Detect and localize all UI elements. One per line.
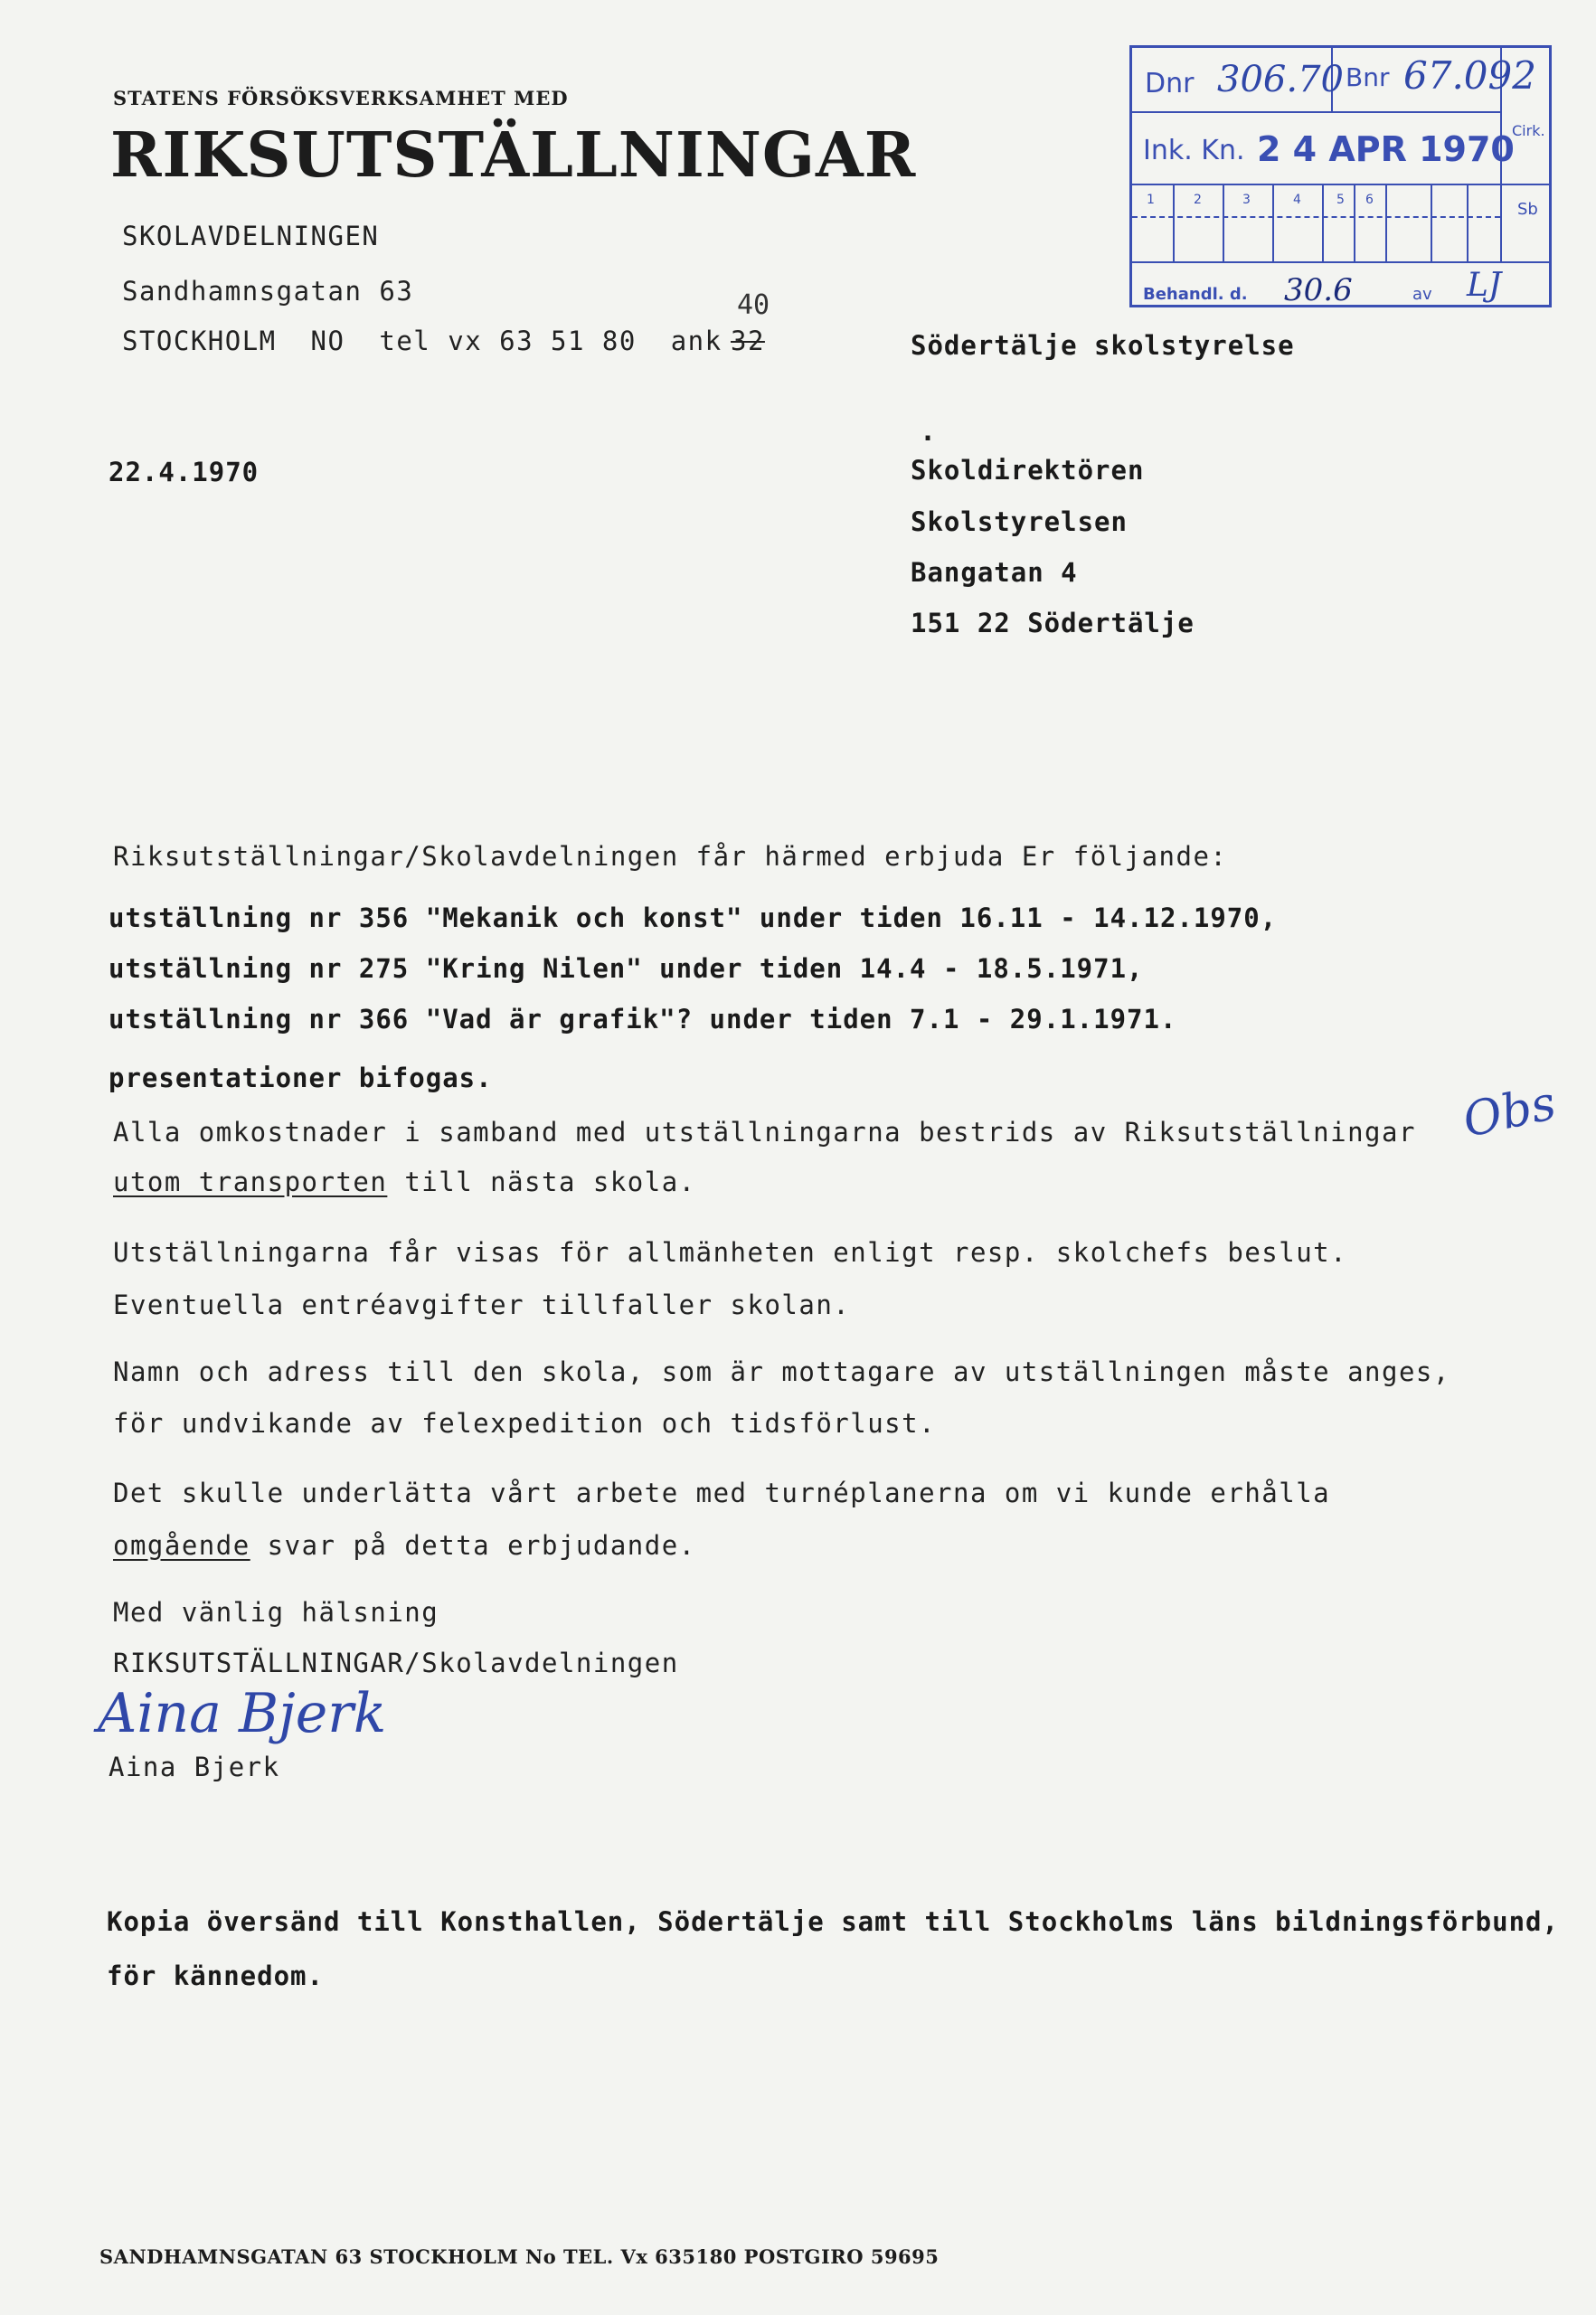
stamp-dnr-label: Dnr [1145, 68, 1195, 99]
closing-org: RIKSUTSTÄLLNINGAR/Skolavdelningen [113, 1648, 679, 1678]
ank-new-number: 40 [737, 289, 770, 321]
display-paragraph-line: Eventuella entréavgifter tillfaller skolan. [113, 1290, 851, 1320]
stamp-sb-label: Sb [1517, 200, 1538, 219]
margin-note: Obs [1458, 1075, 1561, 1149]
recipient-line: 151 22 Södertälje [911, 608, 1195, 638]
stamp-behandl-label: Behandl. d. [1143, 285, 1248, 304]
address-paragraph-line: Namn och adress till den skola, som är mottagare av utställningen måste anges, [113, 1356, 1450, 1387]
stamp-tick: 1 [1147, 193, 1155, 207]
tour-paragraph-line: Det skulle underlätta vårt arbete med turnéplanerna om vi kunde erhålla [113, 1478, 1331, 1508]
recipient-line: Bangatan 4 [911, 557, 1078, 588]
exhibition-item: utställning nr 356 "Mekanik och konst" under tiden 16.11 - 14.12.1970, [109, 902, 1278, 933]
letter-footer: SANDHAMNSGATAN 63 STOCKHOLM No TEL. Vx 635180 POSTGIRO 59695 [99, 2245, 940, 2268]
stamp-av-label: av [1412, 285, 1432, 304]
underlined-phrase: omgående [113, 1530, 250, 1561]
cost-paragraph-line: Alla omkostnader i samband med utställningarna bestrids av Riksutställningar [113, 1117, 1416, 1148]
copy-note-line: för kännedom. [107, 1961, 324, 1991]
letterhead-cityline: STOCKHOLM NO tel vx 63 51 80 ank [122, 326, 722, 356]
handwritten-signature: Aina Bjerk [98, 1682, 387, 1745]
underlined-phrase: utom transporten [113, 1167, 388, 1197]
letterhead-supra: STATENS FÖRSÖKSVERKSAMHET MED [113, 87, 569, 109]
registration-stamp [1129, 45, 1552, 307]
letterhead-street: Sandhamnsgatan 63 [122, 276, 414, 307]
cost-line-rest: till nästa skola. [387, 1167, 696, 1197]
ank-old-number: 32 [731, 326, 765, 356]
tour-paragraph-line [113, 1530, 696, 1561]
stamp-cirk-label: Cirk. [1512, 122, 1545, 139]
recipient-dot: . [920, 416, 937, 448]
recipient-line: Skolstyrelsen [911, 506, 1128, 537]
signer-name: Aina Bjerk [109, 1752, 280, 1782]
stamp-bnr-value: 67.092 [1403, 53, 1536, 98]
recipient-org: Södertälje skolstyrelse [911, 330, 1295, 361]
stamp-tick: 4 [1293, 193, 1301, 207]
presentations-note: presentationer bifogas. [109, 1063, 493, 1093]
letterhead-dept: SKOLAVDELNINGEN [122, 221, 380, 251]
recipient-line: Skoldirektören [911, 455, 1145, 486]
closing-greeting: Med vänlig hälsning [113, 1597, 439, 1628]
stamp-ink-label: Ink. Kn. [1143, 135, 1245, 166]
tour-line-rest: svar på detta erbjudande. [250, 1530, 696, 1561]
body-intro: Riksutställningar/Skolavdelningen får härmed erbjuda Er följande: [113, 841, 1228, 872]
letter-date: 22.4.1970 [109, 457, 260, 487]
stamp-tick: 6 [1365, 193, 1374, 207]
address-paragraph-line: för undvikande av felexpedition och tidsförlust. [113, 1408, 937, 1439]
cost-paragraph-line [113, 1167, 696, 1197]
stamp-behandl-value: 30.6 [1284, 272, 1353, 308]
stamp-dnr-value: 306.70 [1217, 59, 1344, 100]
exhibition-item: utställning nr 366 "Vad är grafik"? under tiden 7.1 - 29.1.1971. [109, 1004, 1177, 1035]
exhibition-item: utställning nr 275 "Kring Nilen" under tiden 14.4 - 18.5.1971, [109, 953, 1144, 984]
letterhead-org: RIKSUTSTÄLLNINGAR [110, 119, 917, 192]
copy-note-line: Kopia översänd till Konsthallen, Södertälje samt till Stockholms läns bildningsförbund, [107, 1906, 1559, 1937]
stamp-tick: 3 [1242, 193, 1251, 207]
stamp-bnr-label: Bnr [1346, 62, 1390, 92]
stamp-received-date: 2 4 APR 1970 [1257, 129, 1515, 169]
stamp-tick: 2 [1194, 193, 1202, 207]
stamp-tick: 5 [1336, 193, 1345, 207]
stamp-handler-initials: LJ [1467, 267, 1502, 304]
display-paragraph-line: Utställningarna får visas för allmänheten enligt resp. skolchefs beslut. [113, 1237, 1348, 1268]
